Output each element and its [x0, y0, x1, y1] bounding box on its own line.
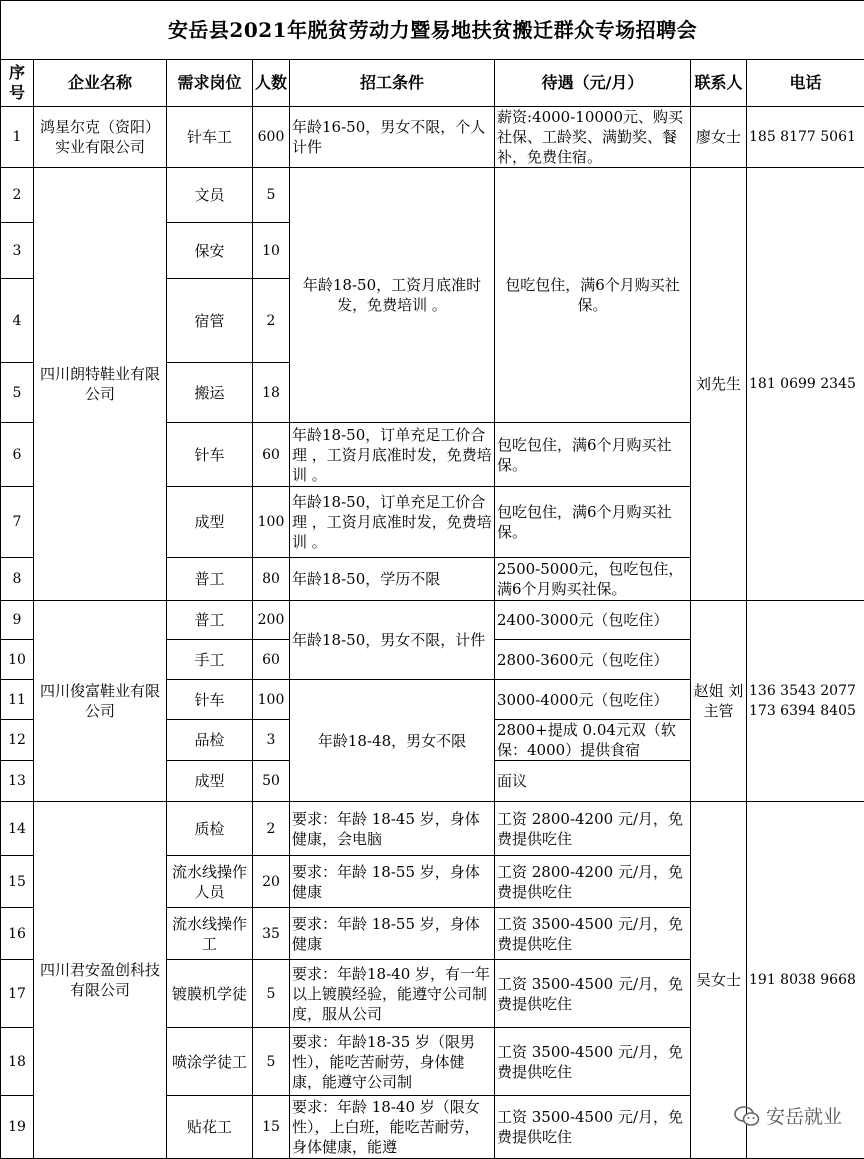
requirement: 要求：年龄 18-40 岁（限女性），上白班，能吃苦耐劳，身体健康，能遵 [290, 1096, 495, 1159]
row-number: 13 [1, 761, 34, 802]
row-number: 4 [1, 279, 34, 363]
row-number: 2 [1, 168, 34, 223]
header-no: 序号 [1, 60, 34, 107]
header-pay: 待遇（元/月） [495, 60, 691, 107]
requirement: 要求：年龄18-35 岁（限男性），能吃苦耐劳，身体健康，能遵守公司制 [290, 1028, 495, 1096]
position: 喷涂学徒工 [167, 1028, 253, 1096]
header-company: 企业名称 [34, 60, 167, 107]
header-row [1, 60, 864, 107]
requirement: 要求：年龄 18-45 岁，身体健康，会电脑 [290, 802, 495, 856]
page-title: 安岳县2021年脱贫劳动力暨易地扶贫搬迁群众专场招聘会 [1, 1, 864, 60]
requirement: 年龄18-50，男女不限，计件 [290, 601, 495, 680]
position: 手工 [167, 640, 253, 680]
pay: 薪资:4000-10000元、购买社保、工龄奖、满勤奖、餐补，免费住宿。 [495, 107, 691, 168]
table-row [1, 802, 864, 856]
headcount: 3 [253, 720, 290, 761]
row-number: 12 [1, 720, 34, 761]
requirement: 要求：年龄 18-55 岁，身体健康 [290, 856, 495, 908]
requirement: 年龄18-48，男女不限 [290, 680, 495, 802]
contact-person: 吴女士 [691, 802, 747, 1159]
headcount: 5 [253, 1028, 290, 1096]
position: 普工 [167, 558, 253, 601]
pay: 工资 3500-4500 元/月，免费提供吃住 [495, 1028, 691, 1096]
position: 宿管 [167, 279, 253, 363]
headcount: 20 [253, 856, 290, 908]
contact-person: 赵姐 刘主管 [691, 601, 747, 802]
phone: 136 3543 2077 173 6394 8405 [747, 601, 864, 802]
company-name: 四川君安盈创科技有限公司 [34, 802, 167, 1159]
headcount: 60 [253, 423, 290, 487]
headcount: 600 [253, 107, 290, 168]
headcount: 100 [253, 680, 290, 720]
position: 质检 [167, 802, 253, 856]
table-row [1, 107, 864, 168]
position: 普工 [167, 601, 253, 640]
row-number: 15 [1, 856, 34, 908]
position: 文员 [167, 168, 253, 223]
pay: 包吃包住，满6个月购买社保。 [495, 487, 691, 558]
headcount: 100 [253, 487, 290, 558]
requirement: 要求：年龄18-40 岁，有一年以上镀膜经验，能遵守公司制度，服从公司 [290, 960, 495, 1028]
pay: 工资 2800-4200 元/月，免费提供吃住 [495, 856, 691, 908]
headcount: 10 [253, 223, 290, 279]
row-number: 10 [1, 640, 34, 680]
company-name: 鸿星尔克（资阳）实业有限公司 [34, 107, 167, 168]
company-name: 四川俊富鞋业有限公司 [34, 601, 167, 802]
pay: 包吃包住，满6个月购买社保。 [495, 168, 691, 423]
header-phone: 电话 [747, 60, 864, 107]
row-number: 9 [1, 601, 34, 640]
position: 镀膜机学徒 [167, 960, 253, 1028]
row-number: 1 [1, 107, 34, 168]
headcount: 35 [253, 908, 290, 960]
watermark-text: 安岳就业 [766, 1102, 842, 1129]
position: 搬运 [167, 363, 253, 423]
row-number: 11 [1, 680, 34, 720]
headcount: 200 [253, 601, 290, 640]
pay: 2800+提成 0.04元双（软保：4000）提供食宿 [495, 720, 691, 761]
phone: 191 8038 9668 [747, 802, 864, 1159]
header-requirement: 招工条件 [290, 60, 495, 107]
pay: 面议 [495, 761, 691, 802]
requirement: 年龄18-50，订单充足工价合理 ，工资月底准时发，免费培训 。 [290, 487, 495, 558]
requirement: 年龄18-50，学历不限 [290, 558, 495, 601]
pay: 工资 3500-4500 元/月，免费提供吃住 [495, 1096, 691, 1159]
requirement: 要求：年龄 18-55 岁，身体健康 [290, 908, 495, 960]
header-contact: 联系人 [691, 60, 747, 107]
position: 针车 [167, 423, 253, 487]
position: 流水线操作人员 [167, 856, 253, 908]
headcount: 15 [253, 1096, 290, 1159]
position: 成型 [167, 761, 253, 802]
headcount: 18 [253, 363, 290, 423]
table-row [1, 601, 864, 640]
position: 流水线操作工 [167, 908, 253, 960]
requirement: 年龄16-50，男女不限，个人计件 [290, 107, 495, 168]
headcount: 80 [253, 558, 290, 601]
phone: 185 8177 5061 [747, 107, 864, 168]
row-number: 6 [1, 423, 34, 487]
pay: 工资 3500-4500 元/月，免费提供吃住 [495, 960, 691, 1028]
headcount: 60 [253, 640, 290, 680]
phone: 181 0699 2345 [747, 168, 864, 601]
company-name: 四川朗特鞋业有限公司 [34, 168, 167, 601]
row-number: 17 [1, 960, 34, 1028]
headcount: 5 [253, 168, 290, 223]
pay: 包吃包住，满6个月购买社保。 [495, 423, 691, 487]
pay: 工资 3500-4500 元/月，免费提供吃住 [495, 908, 691, 960]
position: 保安 [167, 223, 253, 279]
row-number: 3 [1, 223, 34, 279]
row-number: 16 [1, 908, 34, 960]
wechat-icon [734, 1105, 760, 1127]
pay: 工资 2800-4200 元/月，免费提供吃住 [495, 802, 691, 856]
row-number: 14 [1, 802, 34, 856]
headcount: 2 [253, 802, 290, 856]
pay: 2800-3600元（包吃住） [495, 640, 691, 680]
headcount: 2 [253, 279, 290, 363]
watermark [734, 1102, 842, 1129]
pay: 3000-4000元（包吃住） [495, 680, 691, 720]
row-number: 5 [1, 363, 34, 423]
header-position: 需求岗位 [167, 60, 253, 107]
requirement: 年龄18-50，订单充足工价合理 ，工资月底准时发，免费培训 。 [290, 423, 495, 487]
table-row [1, 168, 864, 223]
header-count: 人数 [253, 60, 290, 107]
row-number: 8 [1, 558, 34, 601]
contact-person: 廖女士 [691, 107, 747, 168]
position: 针车 [167, 680, 253, 720]
row-number: 7 [1, 487, 34, 558]
position: 品检 [167, 720, 253, 761]
contact-person: 刘先生 [691, 168, 747, 601]
headcount: 50 [253, 761, 290, 802]
pay: 2500-5000元，包吃包住，满6个月购买社保。 [495, 558, 691, 601]
position: 贴花工 [167, 1096, 253, 1159]
row-number: 18 [1, 1028, 34, 1096]
row-number: 19 [1, 1096, 34, 1159]
position: 成型 [167, 487, 253, 558]
pay: 2400-3000元（包吃住） [495, 601, 691, 640]
position: 针车工 [167, 107, 253, 168]
headcount: 5 [253, 960, 290, 1028]
requirement: 年龄18-50，工资月底准时发，免费培训 。 [290, 168, 495, 423]
